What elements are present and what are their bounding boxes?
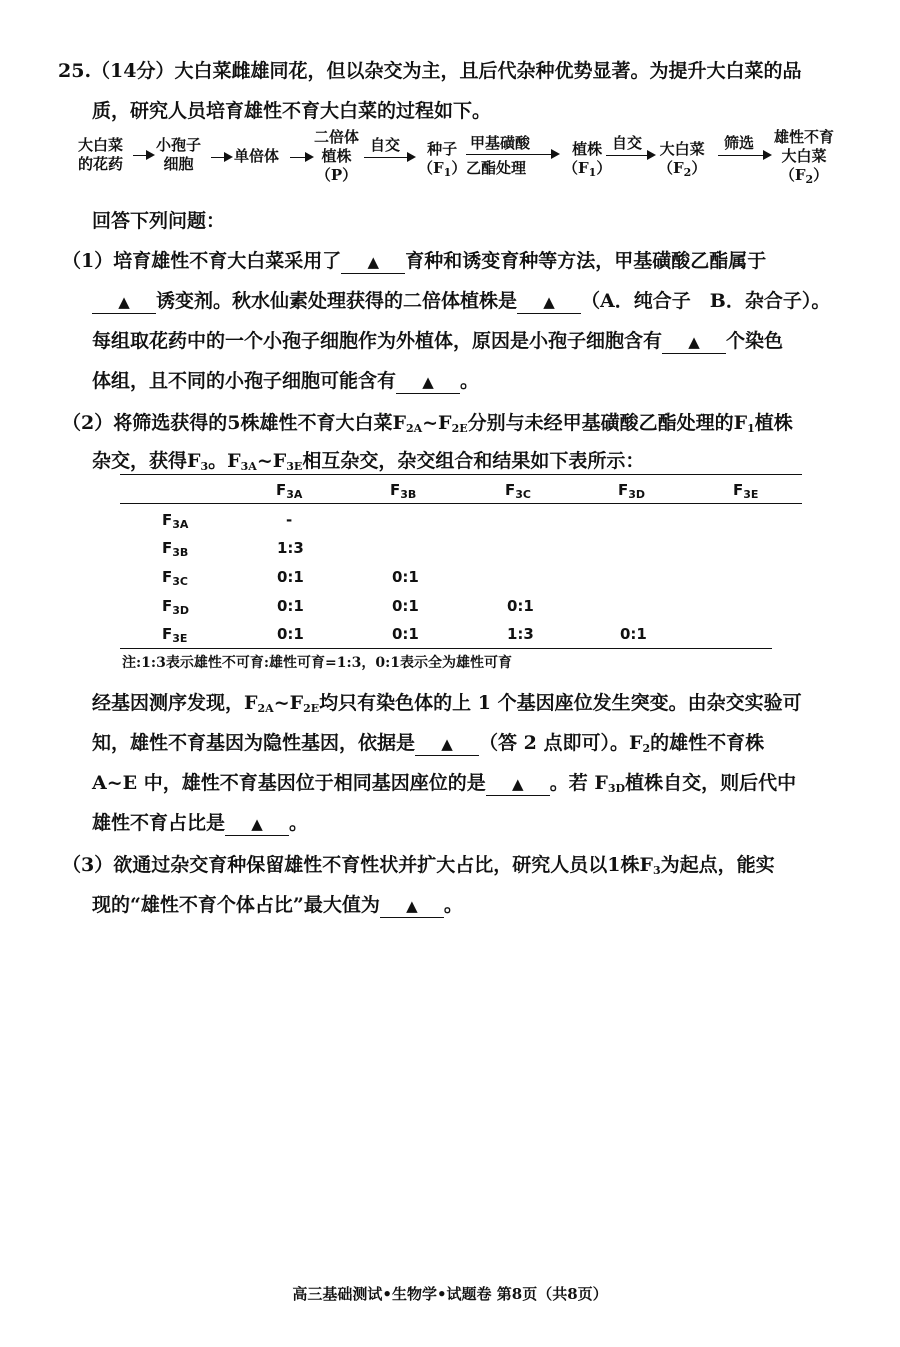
flow-node-haploid: 单倍体 — [234, 147, 280, 165]
table-cell: - — [286, 511, 293, 529]
table-col-header: $F_{3D}$ — [618, 481, 646, 501]
flow-label-ems-top: 甲基磺酸 — [470, 134, 531, 152]
answer-blank-7[interactable]: ▲ — [486, 772, 550, 796]
flow-label-selfing-2: 自交 — [612, 134, 643, 152]
answer-blank-3[interactable]: ▲ — [517, 290, 581, 314]
flow-label-selfing: 自交 — [370, 136, 401, 154]
question-header: 25.（14分）大白菜雌雄同花，但以杂交为主，且后代杂种优势显著。为提升大白菜的品 — [58, 60, 802, 82]
table-cell: 1:3 — [507, 625, 534, 643]
table-row-header: $F_{3A}$ — [162, 511, 189, 531]
part2-line2: 杂交，获得$F_3$。$F_{3A}\sim F_{3E}$相互杂交，杂交组合和结果如下表所示： — [92, 450, 645, 473]
answer-blank-8[interactable]: ▲ — [225, 812, 289, 836]
flow-arrow — [466, 154, 558, 155]
table-cell: 0:1 — [277, 597, 304, 615]
part2-line6: 雄性不育占比是 ▲ 。 — [92, 812, 309, 834]
part1-line2: ▲ 诱变剂。秋水仙素处理获得的二倍体植株是 ▲ （A．纯合子 B．杂合子）。 — [92, 288, 830, 314]
flow-label-ems-bottom: 乙酯处理 — [466, 159, 527, 177]
answer-blank-4[interactable]: ▲ — [662, 330, 726, 354]
flow-node-diploid: 二倍体 植株 （P） — [314, 128, 360, 184]
table-top-rule — [120, 474, 802, 475]
answer-blank-5[interactable]: ▲ — [396, 370, 460, 394]
table-row-header: $F_{3B}$ — [162, 539, 189, 559]
table-col-header: $F_{3A}$ — [276, 481, 303, 501]
answer-blank-9[interactable]: ▲ — [380, 894, 444, 918]
table-row-header: $F_{3D}$ — [162, 597, 190, 617]
table-col-header: $F_{3C}$ — [505, 481, 531, 501]
question-header-cont: 质，研究人员培育雄性不育大白菜的过程如下。 — [92, 100, 492, 122]
part2-line3: 经基因测序发现，$F_{2A}\sim F_{2E}$均只有染色体的上 1 个基因座位发生突变。由杂交实验可 — [92, 692, 802, 715]
part1-line1: （1）培育雄性不育大白菜采用了 ▲ 育种和诱变育种等方法，甲基磺酸乙酯属于 — [62, 250, 767, 272]
page-footer: 高三基础测试•生物学•试题卷 第8页（共8页） — [292, 1285, 608, 1303]
part2-line1: （2）将筛选获得的5株雄性不育大白菜$F_{2A}\sim F_{2E}$分别与未经甲基磺酸乙酯处理的$F_1$植株 — [62, 412, 793, 435]
part3-line2: 现的“雄性不育个体占比”最大值为 ▲ 。 — [92, 894, 463, 916]
table-header-rule — [120, 503, 802, 504]
answer-blank-6[interactable]: ▲ — [415, 732, 479, 756]
part1-line3: 每组取花药中的一个小孢子细胞作为外植体，原因是小孢子细胞含有 ▲ 个染色 — [92, 330, 784, 352]
answer-blank-1[interactable]: ▲ — [341, 250, 405, 274]
table-row-header: $F_{3C}$ — [162, 568, 188, 588]
flow-node-male-sterile: 雄性不育 大白菜 $(F_2)$ — [774, 128, 835, 186]
table-col-header: $F_{3E}$ — [733, 481, 759, 501]
flow-node-microspore: 小孢子 细胞 — [156, 136, 202, 173]
flow-arrow — [718, 155, 770, 156]
flow-node-anther: 大白菜 的花药 — [78, 136, 124, 173]
flow-arrow — [364, 157, 414, 158]
table-cell: 0:1 — [392, 625, 419, 643]
prompt-text: 回答下列问题： — [92, 210, 226, 232]
flow-arrow — [133, 155, 153, 156]
flow-node-plant: 植株 $(F_1)$ — [563, 140, 612, 179]
flow-arrow — [606, 155, 654, 156]
table-cell: 0:1 — [392, 568, 419, 586]
part3-line1: （3）欲通过杂交育种保留雄性不育性状并扩大占比，研究人员以1株$F_3$为起点，能实 — [62, 854, 775, 877]
flow-arrow — [211, 157, 231, 158]
part2-line5: A~E 中，雄性不育基因位于相同基因座位的是 ▲ 。若 $F_{3D}$植株自交，则后代中 — [92, 772, 797, 795]
table-cell: 0:1 — [277, 625, 304, 643]
table-note: 注:1:3表示雄性不可育:雄性可育=1:3，0:1表示全为雄性可育 — [122, 655, 513, 671]
part1-line4: 体组，且不同的小孢子细胞可能含有 ▲ 。 — [92, 370, 480, 392]
table-cell: 0:1 — [392, 597, 419, 615]
part2-line4: 知，雄性不育基因为隐性基因，依据是 ▲ （答 2 点即可）。$F_2$的雄性不育株 — [92, 732, 765, 755]
flow-node-seed: 种子 $(F_1)$ — [418, 140, 467, 179]
table-cell: 0:1 — [620, 625, 647, 643]
answer-blank-2[interactable]: ▲ — [92, 290, 156, 314]
table-cell: 1:3 — [277, 539, 304, 557]
flow-node-cabbage-f2: 大白菜 $(F_2)$ — [658, 140, 707, 179]
table-cell: 0:1 — [507, 597, 534, 615]
table-bottom-rule — [120, 648, 772, 649]
table-cell: 0:1 — [277, 568, 304, 586]
flow-label-screen: 筛选 — [724, 134, 755, 152]
table-col-header: $F_{3B}$ — [390, 481, 417, 501]
flow-arrow — [290, 157, 312, 158]
table-row-header: $F_{3E}$ — [162, 625, 188, 645]
